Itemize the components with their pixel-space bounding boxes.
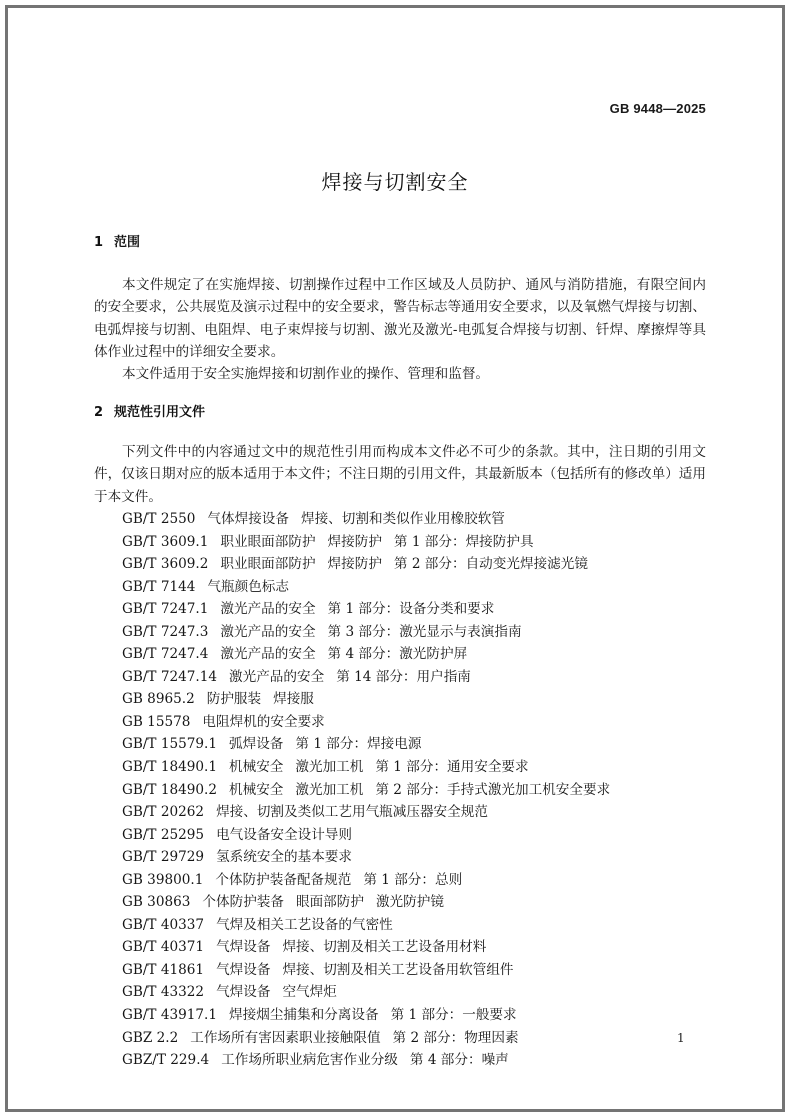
reference-code: GB/T 7247.4: [122, 646, 209, 663]
reference-title-part: 焊接、切割及类似工艺用气瓶减压器安全规范: [216, 804, 488, 821]
reference-title-part: 第 1 部分：通用安全要求: [375, 759, 529, 776]
references-intro-paragraph: 下列文件中的内容通过文中的规范性引用而构成本文件必不可少的条款。其中，注日期的引用文件，仅该日期对应的版本适用于本文件；不注日期的引用文件，其最新版本（包括所有的修改单）适用于本文件。: [94, 444, 706, 505]
scope-paragraph-2: 本文件适用于安全实施焊接和切割作业的操作、管理和监督。: [122, 366, 490, 382]
reference-code: GB/T 40371: [122, 939, 205, 956]
reference-title-part: 空气焊炬: [282, 984, 337, 1001]
page-number: 1: [677, 1031, 685, 1045]
reference-title-part: 第 2 部分：自动变光焊接滤光镜: [393, 556, 588, 573]
reference-title-part: 第 1 部分：焊接防护具: [393, 533, 534, 550]
reference-item: [122, 936, 622, 959]
reference-title-part: 第 3 部分：激光显示与表演指南: [327, 623, 522, 640]
reference-code: GB 30863: [122, 894, 191, 911]
reference-title-part: 气焊及相关工艺设备的气密性: [216, 916, 393, 933]
reference-item: [122, 891, 622, 914]
standard-code-header: GB 9448—2025: [609, 101, 706, 116]
reference-title-part: 气瓶颜色标志: [207, 578, 289, 595]
reference-title-part: 焊接、切割及相关工艺设备用软管组件: [282, 961, 514, 978]
reference-title-part: 激光产品的安全: [220, 646, 316, 663]
reference-title-part: 工作场所有害因素职业接触限值: [190, 1029, 381, 1046]
reference-item: [122, 621, 622, 644]
reference-code: GBZ/T 229.4: [122, 1052, 210, 1069]
reference-item: [122, 531, 622, 554]
reference-item: [122, 824, 622, 847]
reference-item: [122, 959, 622, 982]
section-number: 2: [94, 405, 104, 420]
reference-code: GB/T 18490.1: [122, 759, 218, 776]
reference-code: GB/T 2550: [122, 511, 196, 527]
reference-title-part: 气体焊接设备: [207, 511, 289, 527]
reference-title-part: 激光加工机: [295, 759, 364, 776]
reference-item: [122, 666, 622, 689]
reference-title-part: 激光产品的安全: [220, 623, 316, 640]
reference-title-part: 第 14 部分：用户指南: [336, 668, 471, 685]
reference-code: GB 15578: [122, 713, 191, 730]
reference-title-part: 眼面部防护: [295, 894, 364, 911]
reference-title-part: 焊接防护: [327, 556, 382, 573]
reference-item: [122, 598, 622, 621]
reference-item: [122, 1049, 622, 1072]
reference-code: GB/T 41861: [122, 961, 205, 978]
reference-title-part: 弧焊设备: [229, 736, 284, 753]
reference-title-part: 机械安全: [229, 781, 284, 798]
reference-item: [122, 869, 622, 892]
reference-code: GB/T 25295: [122, 826, 205, 843]
reference-code: GBZ 2.2: [122, 1029, 179, 1046]
reference-code: GB/T 29729: [122, 849, 205, 866]
reference-title-part: 个体防护装备配备规范: [215, 871, 352, 888]
reference-code: GB/T 7247.3: [122, 623, 209, 640]
reference-title-part: 电气设备安全设计导则: [216, 826, 352, 843]
reference-list: [122, 508, 622, 1072]
reference-item: [122, 846, 622, 869]
reference-title-part: 电阻焊机的安全要求: [202, 713, 325, 730]
section-title: 范围: [114, 235, 141, 250]
reference-code: GB/T 15579.1: [122, 736, 218, 753]
reference-title-part: 第 2 部分：物理因素: [392, 1029, 519, 1046]
reference-code: GB/T 3609.1: [122, 533, 209, 550]
reference-code: GB/T 40337: [122, 916, 205, 933]
reference-title-part: 焊接服: [273, 691, 314, 708]
reference-code: GB/T 43917.1: [122, 1007, 218, 1024]
reference-title-part: 激光防护镜: [375, 894, 444, 911]
reference-title-part: 第 1 部分：焊接电源: [295, 736, 422, 753]
reference-code: GB/T 7247.1: [122, 601, 209, 618]
reference-item: [122, 801, 622, 824]
reference-title-part: 职业眼面部防护: [220, 556, 316, 573]
reference-title-part: 第 4 部分：激光防护屏: [327, 646, 468, 663]
reference-title-part: 焊接烟尘捕集和分离设备: [229, 1007, 379, 1024]
reference-title-part: 激光产品的安全: [229, 668, 325, 685]
reference-item: [122, 643, 622, 666]
reference-title-part: 工作场所职业病危害作业分级: [221, 1052, 398, 1069]
reference-title-part: 气焊设备: [216, 939, 271, 956]
section-heading-scope: [94, 231, 140, 250]
reference-item: [122, 1027, 622, 1050]
reference-code: GB/T 7247.14: [122, 668, 218, 685]
reference-title-part: 焊接、切割和类似作业用橡胶软管: [300, 511, 505, 527]
reference-item: [122, 756, 622, 779]
reference-title-part: 个体防护装备: [202, 894, 284, 911]
reference-item: [122, 1004, 622, 1027]
reference-code: GB/T 43322: [122, 984, 205, 1001]
reference-title-part: 第 1 部分：设备分类和要求: [327, 601, 495, 618]
reference-title-part: 激光产品的安全: [220, 601, 316, 618]
reference-title-part: 第 1 部分：总则: [363, 871, 463, 888]
reference-title-part: 防护服装: [206, 691, 262, 708]
reference-code: GB 8965.2: [122, 691, 195, 708]
reference-title-part: 第 4 部分：噪声: [409, 1052, 509, 1069]
reference-code: GB/T 20262: [122, 804, 205, 821]
section-title: 规范性引用文件: [114, 405, 206, 420]
reference-code: GB/T 3609.2: [122, 556, 209, 573]
reference-title-part: 第 2 部分：手持式激光加工机安全要求: [375, 781, 611, 798]
reference-item: [122, 711, 622, 734]
reference-code: GB 39800.1: [122, 871, 204, 888]
reference-item: [122, 914, 622, 937]
reference-title-part: 气焊设备: [216, 984, 271, 1001]
reference-code: GB/T 18490.2: [122, 781, 218, 798]
reference-title-part: 氢系统安全的基本要求: [216, 849, 352, 866]
reference-item: [122, 981, 622, 1004]
reference-item: [122, 553, 622, 576]
reference-item: [122, 688, 622, 711]
reference-item: [122, 508, 622, 531]
reference-title-part: 焊接防护: [327, 533, 382, 550]
reference-item: [122, 733, 622, 756]
reference-title-part: 激光加工机: [295, 781, 364, 798]
section-number: 1: [94, 235, 104, 250]
document-title: 焊接与切割安全: [321, 170, 469, 194]
scope-paragraph-1: 本文件规定了在实施焊接、切割操作过程中工作区域及人员防护、通风与消防措施，有限空间内的安全要求，公共展览及演示过程中的安全要求，警告标志等通用安全要求，以及氧燃气焊接与切割、电弧焊接与切割、电阻焊、电子束焊接与切割、激光及激光-电弧复合焊接与切割、钎焊、摩擦焊等具体作业过程中的详细安全要求。: [94, 277, 706, 361]
section-heading-normative-references: [94, 401, 205, 420]
reference-title-part: 气焊设备: [216, 961, 271, 978]
reference-item: [122, 779, 622, 802]
reference-title-part: 职业眼面部防护: [220, 533, 316, 550]
reference-title-part: 第 1 部分：一般要求: [390, 1007, 517, 1024]
reference-code: GB/T 7144: [122, 578, 196, 595]
reference-title-part: 焊接、切割及相关工艺设备用材料: [282, 939, 487, 956]
reference-item: [122, 576, 622, 599]
reference-title-part: 机械安全: [229, 759, 284, 776]
